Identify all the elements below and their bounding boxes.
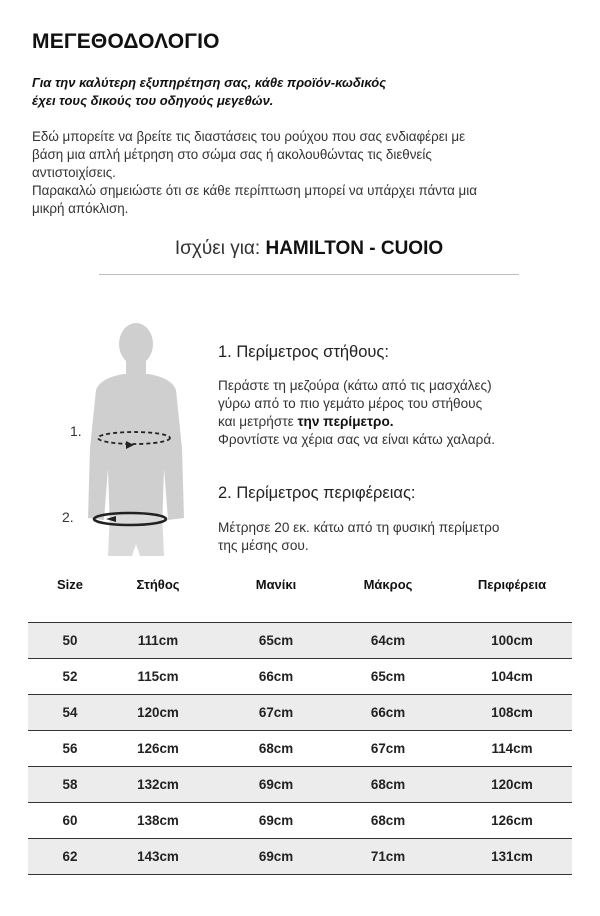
cell-length: 68cm — [370, 777, 406, 792]
cell-sleeve: 69cm — [258, 849, 294, 864]
page-title: ΜΕΓΕΘΟΔΟΛΟΓΙΟ — [32, 30, 220, 53]
table-row — [28, 731, 572, 767]
cell-size: 58 — [62, 777, 78, 792]
table-row — [28, 803, 572, 839]
size-table-body — [28, 622, 572, 875]
divider — [99, 274, 519, 275]
table-row — [28, 695, 572, 731]
intro-bold-line: Για την καλύτερη εξυπηρέτηση σας, κάθε προϊόν-κωδικός — [32, 75, 387, 90]
intro-paragraph-dimensions — [32, 128, 572, 182]
chest-section-title: 1. Περίμετρος στήθους: — [218, 343, 389, 361]
header-chest: Στήθος — [136, 577, 180, 592]
intro-text-line: βάση μια απλή μέτρηση στο σώμα σας ή ακολουθώντας τις διεθνείς — [32, 147, 432, 162]
cell-circumference: 126cm — [491, 813, 533, 828]
cell-circumference: 108cm — [491, 705, 533, 720]
chest-instructions — [218, 377, 568, 449]
chest-instruction-line: Περάστε τη μεζούρα (κάτω από τις μασχάλες) — [218, 378, 492, 393]
cell-chest: 111cm — [137, 633, 179, 648]
chest-instruction-text: και μετρήστε — [218, 414, 294, 429]
cell-circumference: 104cm — [491, 669, 533, 684]
cell-size: 52 — [62, 669, 78, 684]
cell-sleeve: 66cm — [258, 669, 294, 684]
intro-paragraph-deviation — [32, 182, 572, 218]
intro-text-line: Παρακαλώ σημειώστε ότι σε κάθε περίπτωση μπορεί να υπάρχει πάντα μια — [32, 183, 477, 198]
applies-to-label: Ισχύει για: — [174, 238, 261, 259]
table-row — [28, 659, 572, 695]
cell-size: 54 — [62, 705, 78, 720]
torso-silhouette-icon — [60, 318, 210, 564]
table-row — [28, 839, 572, 875]
chest-instruction-line: Φροντίστε να χέρια σας να είναι κάτω χαλαρά. — [218, 432, 495, 447]
cell-sleeve: 65cm — [258, 633, 294, 648]
cell-chest: 120cm — [137, 705, 179, 720]
header-length: Μάκρος — [363, 577, 413, 592]
waist-marker: 2. — [62, 509, 74, 525]
cell-chest: 132cm — [137, 777, 179, 792]
cell-chest: 143cm — [137, 849, 179, 864]
cell-size: 60 — [62, 813, 78, 828]
cell-circumference: 131cm — [491, 849, 533, 864]
header-circumference: Περιφέρεια — [477, 577, 547, 592]
cell-length: 66cm — [370, 705, 406, 720]
product-name: HAMILTON - CUOIO — [265, 238, 444, 259]
cell-length: 67cm — [370, 741, 406, 756]
intro-text-line: Εδώ μπορείτε να βρείτε τις διαστάσεις του ρούχου που σας ενδιαφέρει με — [32, 129, 466, 144]
waist-instructions — [218, 519, 568, 555]
waist-section-title: 2. Περίμετρος περιφέρειας: — [218, 484, 416, 502]
intro-text-line: μικρή απόκλιση. — [32, 201, 129, 216]
waist-instruction-line: της μέσης σου. — [218, 538, 309, 553]
cell-sleeve: 69cm — [258, 777, 294, 792]
intro-text-line: αντιστοιχίσεις. — [32, 165, 116, 180]
size-table-header — [28, 577, 572, 597]
cell-sleeve: 69cm — [258, 813, 294, 828]
cell-sleeve: 67cm — [258, 705, 294, 720]
chest-instruction-line — [218, 413, 568, 431]
chest-marker: 1. — [70, 423, 82, 439]
cell-circumference: 114cm — [491, 741, 533, 756]
cell-chest: 138cm — [137, 813, 179, 828]
header-size: Size — [56, 577, 84, 592]
cell-size: 56 — [62, 741, 78, 756]
cell-size: 62 — [62, 849, 78, 864]
applies-to-heading — [0, 238, 600, 260]
chest-instruction-line: γύρω από το πιο γεμάτο μέρος του στήθους — [218, 396, 483, 411]
cell-length: 68cm — [370, 813, 406, 828]
waist-instruction-line: Μέτρησε 20 εκ. κάτω από τη φυσική περίμετρο — [218, 520, 500, 535]
table-row — [28, 767, 572, 803]
body-measurement-figure — [60, 318, 210, 564]
cell-chest: 126cm — [137, 741, 179, 756]
cell-length: 71cm — [370, 849, 406, 864]
cell-chest: 115cm — [137, 669, 179, 684]
cell-size: 50 — [62, 633, 78, 648]
cell-circumference: 120cm — [491, 777, 533, 792]
intro-bold-text — [32, 74, 572, 110]
chest-instruction-emphasis: την περίμετρο. — [297, 414, 394, 429]
table-row — [28, 622, 572, 659]
cell-length: 64cm — [370, 633, 406, 648]
cell-sleeve: 68cm — [258, 741, 294, 756]
header-sleeve: Μανίκι — [255, 577, 297, 592]
cell-circumference: 100cm — [491, 633, 533, 648]
cell-length: 65cm — [370, 669, 406, 684]
intro-bold-line: έχει τους δικούς του οδηγούς μεγεθών. — [32, 93, 274, 108]
